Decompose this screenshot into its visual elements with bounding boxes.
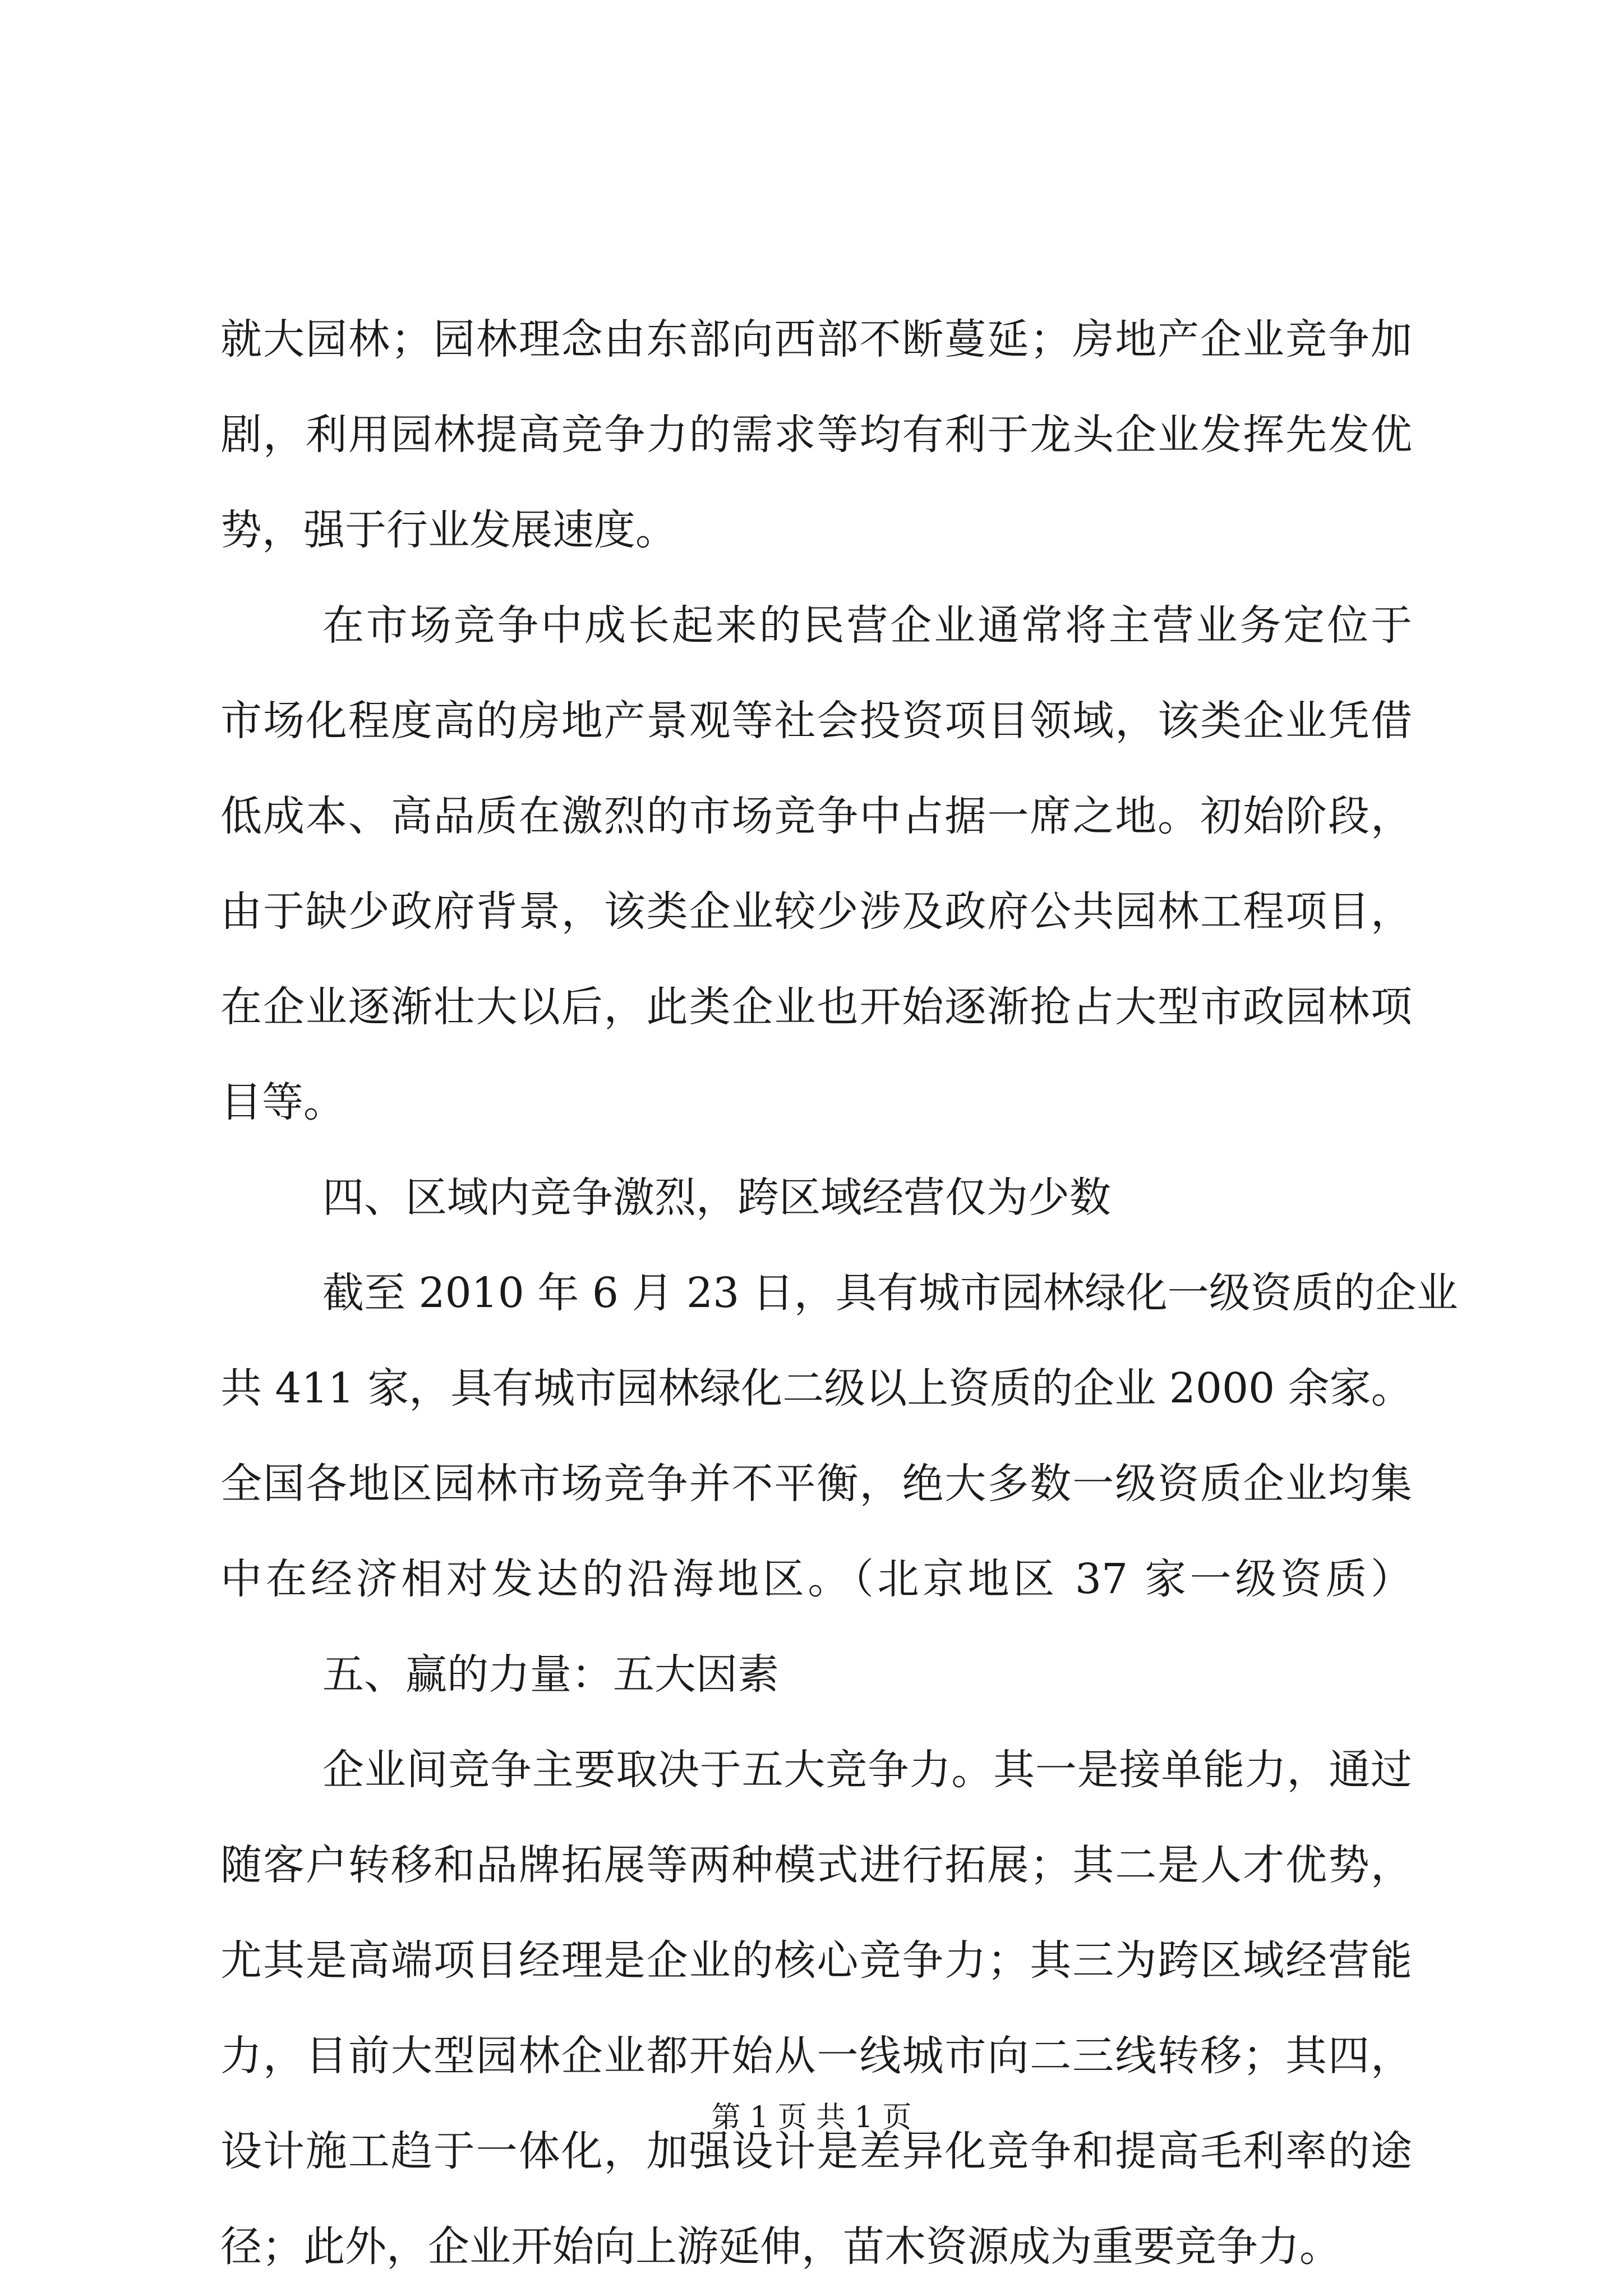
text-line: 中在经济相对发达的沿海地区。（北京地区 37 家一级资质） <box>220 1555 1412 1603</box>
text-line: 力，目前大型园林企业都开始从一线城市向二三线转移；其四， <box>220 2032 1412 2080</box>
text-line: 随客户转移和品牌拓展等两种模式进行拓展；其二是人才优势， <box>220 1841 1412 1889</box>
text-line: 剧，利用园林提高竞争力的需求等均有利于龙头企业发挥先发优 <box>220 411 1412 459</box>
text-line: 尤其是高端项目经理是企业的核心竞争力；其三为跨区域经营能 <box>220 1936 1412 1985</box>
text-line: 在企业逐渐壮大以后，此类企业也开始逐渐抢占大型市政园林项 <box>220 983 1412 1031</box>
section-heading <box>220 1150 1412 1245</box>
paragraph <box>220 578 1412 1150</box>
paragraph <box>220 292 1412 578</box>
text-line: 势，强于行业发展速度。 <box>220 506 677 554</box>
text-line: 目等。 <box>220 1078 345 1126</box>
text-line: 就大园林；园林理念由东部向西部不断蔓延；房地产企业竞争加 <box>220 315 1412 364</box>
document-body <box>220 292 1458 2294</box>
text-line: 低成本、高品质在激烈的市场竞争中占据一席之地。初始阶段， <box>220 792 1412 840</box>
paragraph <box>220 1722 1412 2294</box>
text-line: 在市场竞争中成长起来的民营企业通常将主营业务定位于 <box>322 601 1412 650</box>
text-line: 四、区域内竞争激烈，跨区域经营仅为少数 <box>322 1174 1111 1222</box>
text-line: 全国各地区园林市场竞争并不平衡，绝大多数一级资质企业均集 <box>220 1460 1412 1508</box>
text-line: 设计施工趋于一体化，加强设计是差异化竞争和提高毛利率的途 <box>220 2127 1412 2175</box>
text-line: 径；此外，企业开始向上游延伸，苗木资源成为重要竞争力。 <box>220 2223 1341 2271</box>
section-heading <box>220 1627 1412 1722</box>
page-footer <box>0 2098 1623 2137</box>
paragraph <box>220 1245 1458 1627</box>
text-line: 截至 2010 年 6 月 23 日，具有城市园林绿化一级资质的企业 <box>322 1269 1458 1317</box>
text-line: 五、赢的力量：五大因素 <box>322 1650 779 1699</box>
page-number: 第 1 页 共 1 页 <box>711 2101 912 2134</box>
text-line: 企业间竞争主要取决于五大竞争力。其一是接单能力，通过 <box>322 1746 1412 1794</box>
text-line: 由于缺少政府背景，该类企业较少涉及政府公共园林工程项目， <box>220 887 1412 936</box>
text-line: 共 411 家，具有城市园林绿化二级以上资质的企业 2000 余家。 <box>220 1364 1413 1412</box>
text-line: 市场化程度高的房地产景观等社会投资项目领域，该类企业凭借 <box>220 697 1412 745</box>
